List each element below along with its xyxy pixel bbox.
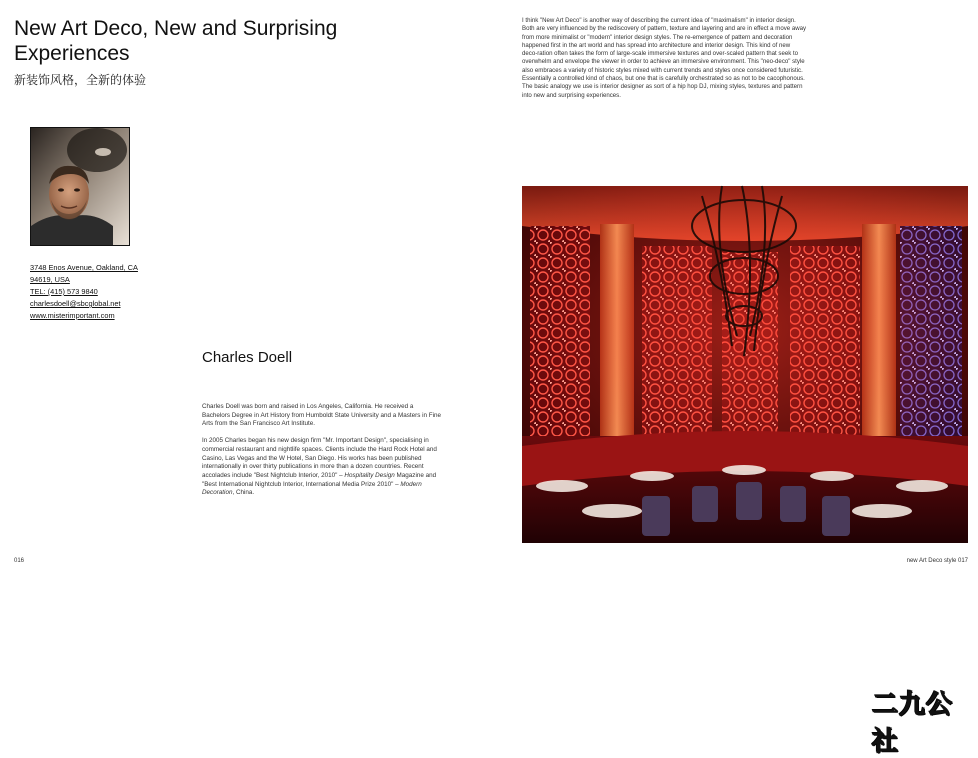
- bio-paragraph-2: [202, 437, 442, 498]
- bio-text: In 2005 Charles began his new design firm "Mr. Important Design", specialising in commercial restaurant and nightlife spaces. Clients include the Hard Rock Hotel and Casino, Las Vegas and the W Hotel, San Diego. His works has been published internationally in over thirty publications in more than a dozen countries. Recent accolades include "Best Nightclub Interior, 2010" –: [202, 437, 437, 479]
- address-line-1: 3748 Enos Avenue, Oakland, CA: [30, 263, 138, 272]
- portrait-photo: [31, 128, 129, 245]
- phone-number: TEL: (415) 573 9840: [30, 287, 98, 296]
- bio-publication: Hospitality Design: [344, 471, 395, 479]
- website-link[interactable]: www.misterimportant.com: [30, 311, 115, 320]
- contact-block: [30, 262, 138, 322]
- designer-bio: [202, 403, 442, 506]
- intro-text: I think "New Art Deco" is another way of describing the current idea of "maximalism" in interior design. Both are very influenced by the rediscovery of pattern, texture and layering and are in effect a move away from more minimalist or "modern" interior design styles. The re-emergence of pattern and decoration happened first in the art world and has spread into architecture and interior design. This kind of new deco-ration often takes the form of large-scale immersive textures and over-scaled pattern that seek to overwhelm and envelope the viewer in order to achieve an immersive environment. This "neo-deco" style also embraces a variety of historic styles mixed with current trends and styles once considered futuristic. Essentially a controlled kind of chaos, but one that is carefully orchestrated so as not to be cacophonous. The basic analogy we use is interior designer as sort of a hip hop DJ, mixing styles, textures and pattern into new and surprising experiences.: [522, 17, 807, 99]
- watermark-text: 二九公社: [872, 689, 954, 756]
- designer-portrait: [30, 127, 130, 246]
- restaurant-interior-image: [522, 186, 968, 543]
- designer-name: Charles Doell: [202, 349, 293, 366]
- page-subtitle: 新装饰风格，全新的体验: [14, 73, 147, 87]
- page-number-right: new Art Deco style 017: [906, 558, 968, 564]
- address-line-2: 94619, USA: [30, 275, 70, 284]
- page-title: New Art Deco, New and Surprising Experiences: [14, 17, 338, 65]
- email-link[interactable]: charlesdoell@sbcglobal.net: [30, 299, 121, 308]
- page-number-left: 016: [14, 558, 25, 564]
- bio-paragraph-1: Charles Doell was born and raised in Los Angeles, California. He received a Bachelors Degree in Art History from Humboldt State University and a Masters in Fine Arts from the San Francisco Art Institute.: [202, 403, 442, 428]
- bio-text: Magazine and "Best International Nightclub Interior, International Media Prize 2010" –: [202, 471, 437, 488]
- bio-text: , China.: [232, 489, 255, 497]
- left-page: [0, 0, 489, 576]
- bio-publication: Modern Decoration: [202, 480, 422, 497]
- right-page: [489, 0, 978, 756]
